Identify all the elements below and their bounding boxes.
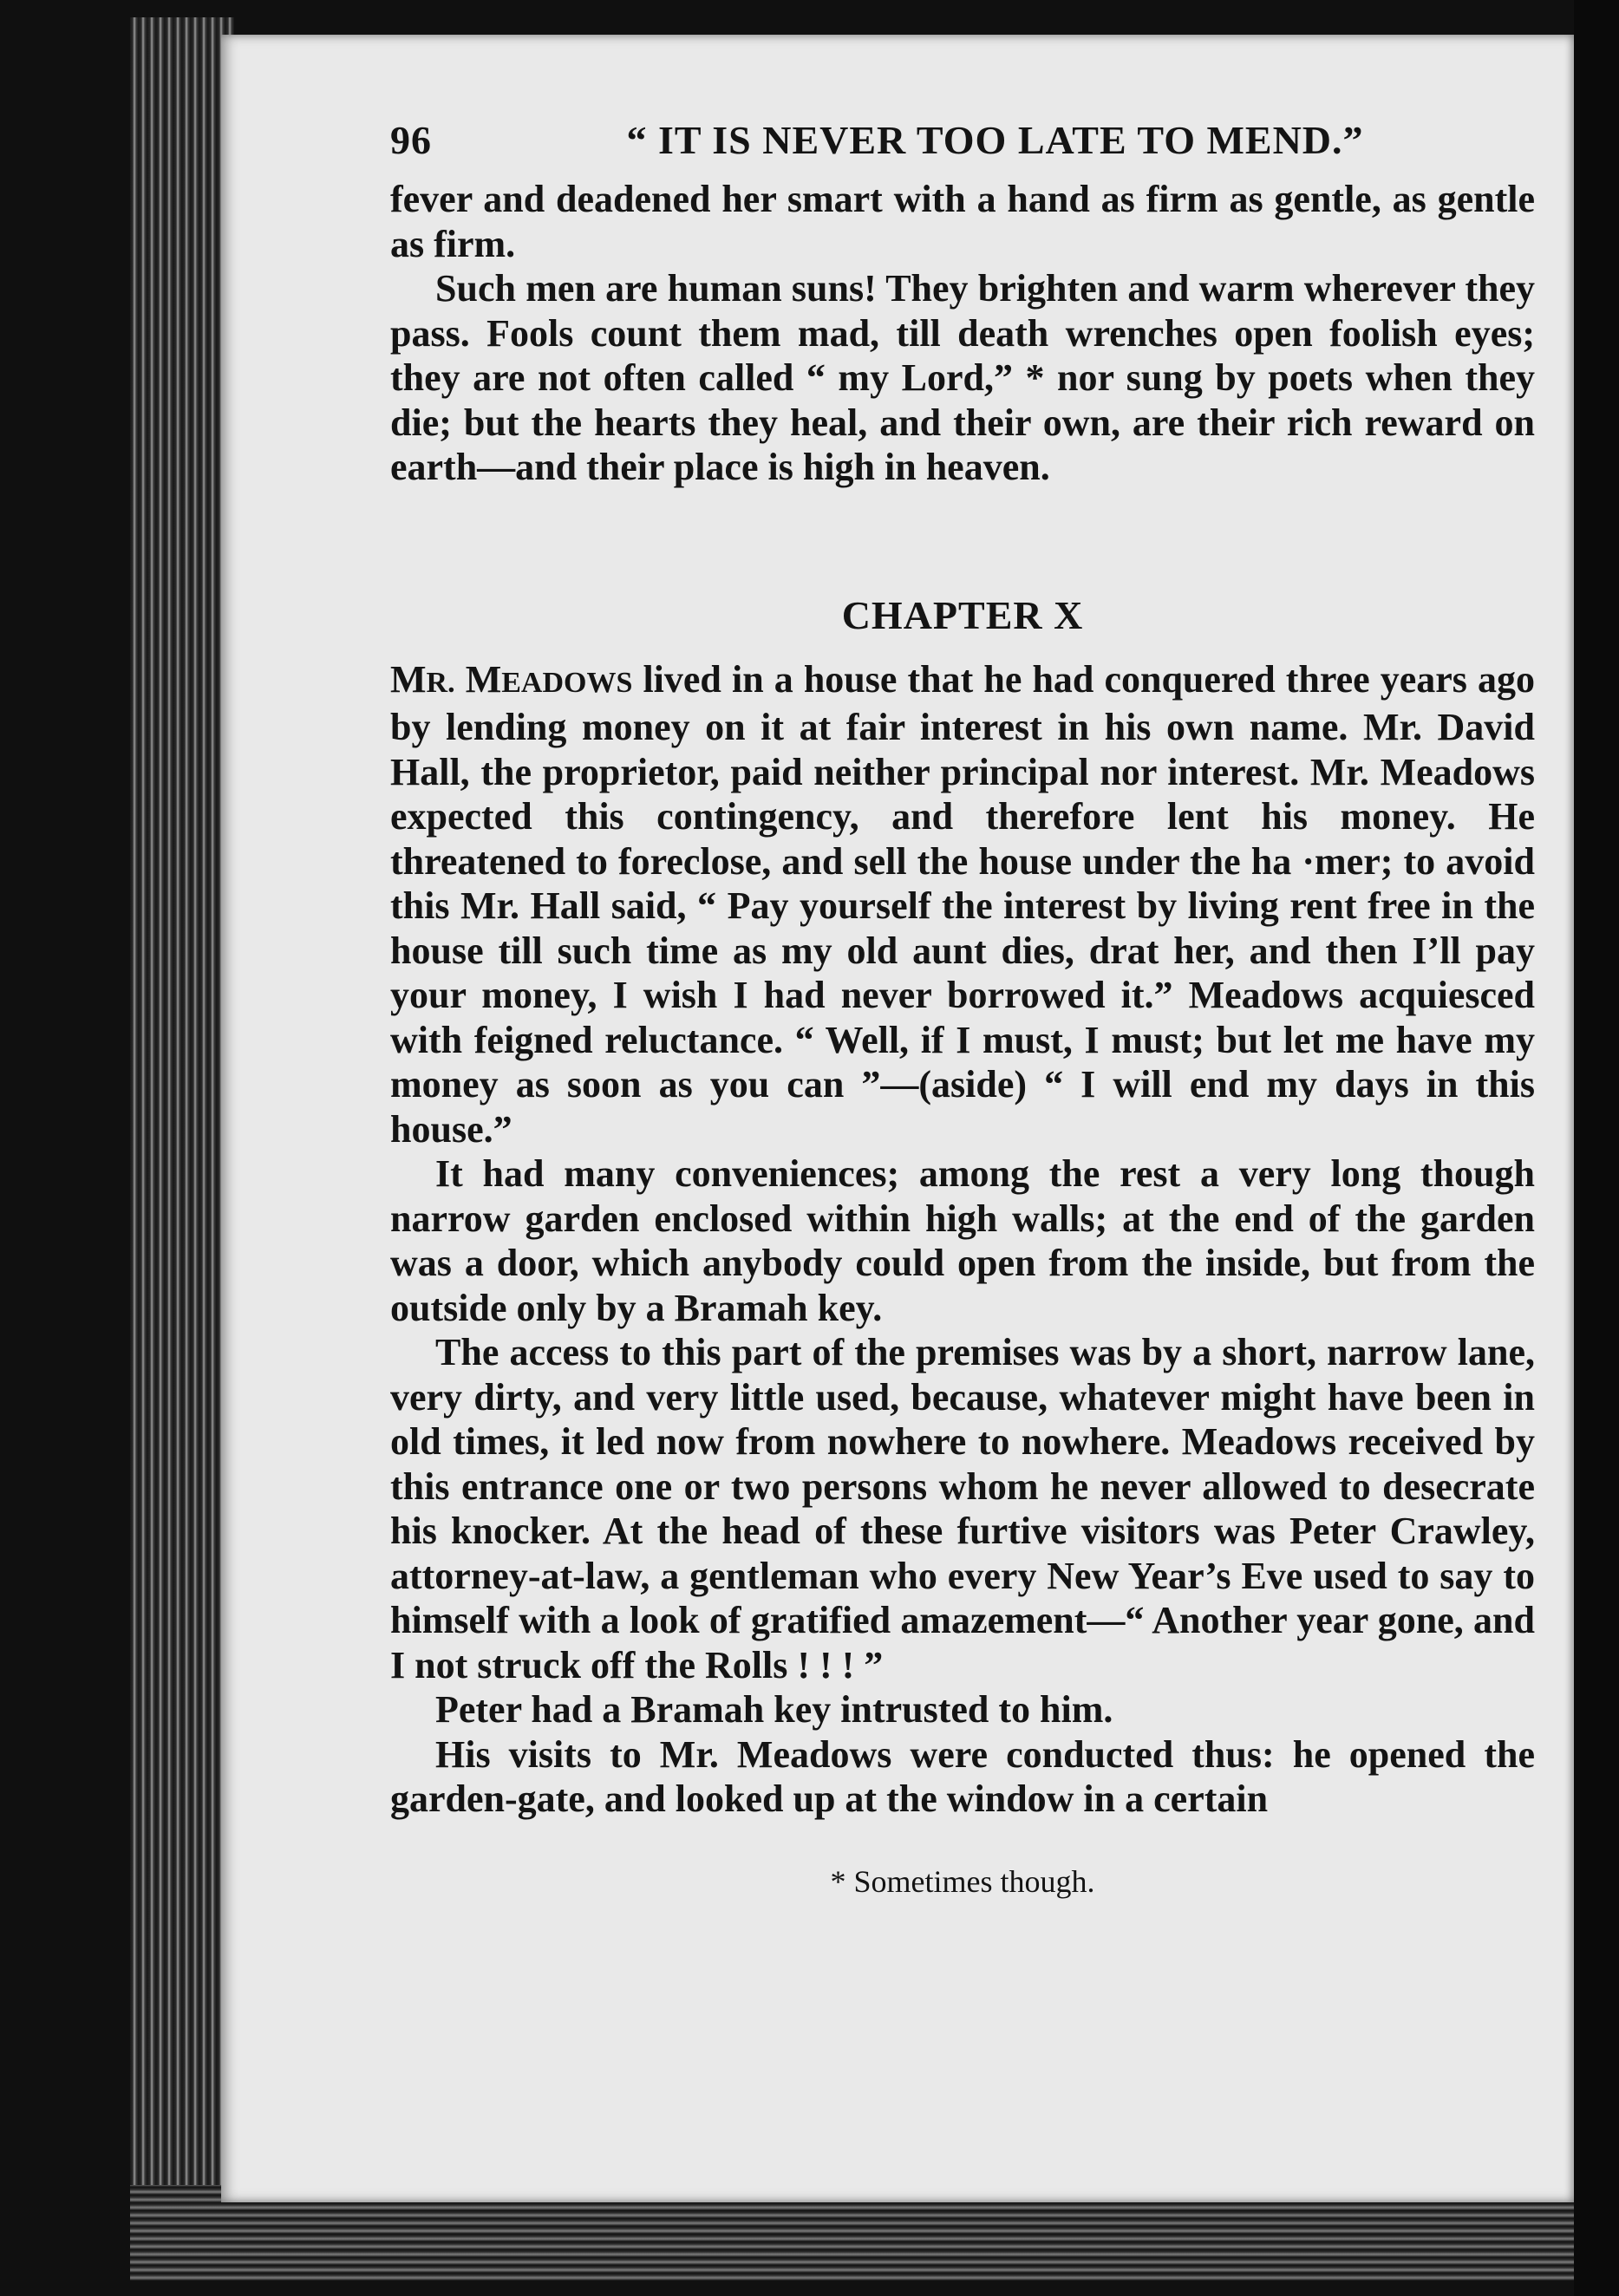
paragraph-text: lived in a house that he had conquered three years ago by lending money on it at fair interest in his own name. Mr. David Hall, the proprietor, paid neither principal nor interest. Mr. Meadows expected this contingency, and therefore lent his money. He threatened to foreclose, and sell the house under the ha ·mer; to avoid this Mr. Hall said, “ Pay yourself the interest by living rent free in the house till such time as my old aunt dies, drat her, and then I’ll pay your money, I wish I had never borrowed it.” Meadows acquiesced with feigned reluctance. “ Well, if I must, I must; but let me have my money as soon as you can ”—(aside) “ I will end my days in this house.”: [390, 657, 1536, 1151]
paragraph: Such men are human suns! They brighten and warm wherever they pass. Fools count them mad, till death wrenches open foolish eyes; they are not often called “ my Lord,” * nor sung by poets when they die; but the hearts they heal, and their own, are their rich reward on earth—and their place is high in heaven.: [390, 267, 1535, 488]
page-content: [390, 117, 1535, 1900]
chapter-heading: CHAPTER X: [841, 592, 1084, 637]
book-page: [221, 35, 1574, 2202]
paragraph: The access to this part of the premises was by a short, narrow lane, very dirty, and very little used, because, whatever might have been in old times, it led now from nowhere to nowhere. Meadows received by this entrance one or two persons whom he never allowed to desecrate his knocker. At the head of these furtive visitors was Peter Crawley, attorney-at-law, a gentleman who every New Year’s Eve used to say to himself with a look of gratified amazement—“ Another year gone, and I not struck off the Rolls ! ! ! ”: [390, 1331, 1535, 1686]
running-title: “ IT IS NEVER TOO LATE TO MEND.”: [626, 118, 1364, 162]
lead-small-caps: EADOWS: [501, 666, 633, 699]
lead-cap: M: [390, 657, 427, 701]
lead-small-caps: R.: [426, 666, 455, 699]
paragraph: Peter had a Bramah key intrusted to him.: [435, 1688, 1113, 1731]
chapter-opening-paragraph: [390, 657, 1535, 1152]
scan-border: [1574, 0, 1619, 2296]
footnote: * Sometimes though.: [830, 1863, 1095, 1899]
paragraph: His visits to Mr. Meadows were conducted thus: he opened the garden-gate, and looked up at the window in a certain: [390, 1732, 1535, 1820]
paragraph: It had many conveniences; among the rest a very long though narrow garden enclosed within high walls; at the end of the garden was a door, which anybody could open from the inside, but from the outside only by a Bramah key.: [390, 1152, 1535, 1329]
page-number: 96: [390, 118, 432, 162]
lead-cap: M: [465, 657, 502, 701]
paragraph: fever and deadened her smart with a hand as firm as gentle, as gentle as firm.: [390, 178, 1535, 265]
page-stack-edge: [130, 17, 234, 2280]
running-header: [390, 117, 1535, 163]
